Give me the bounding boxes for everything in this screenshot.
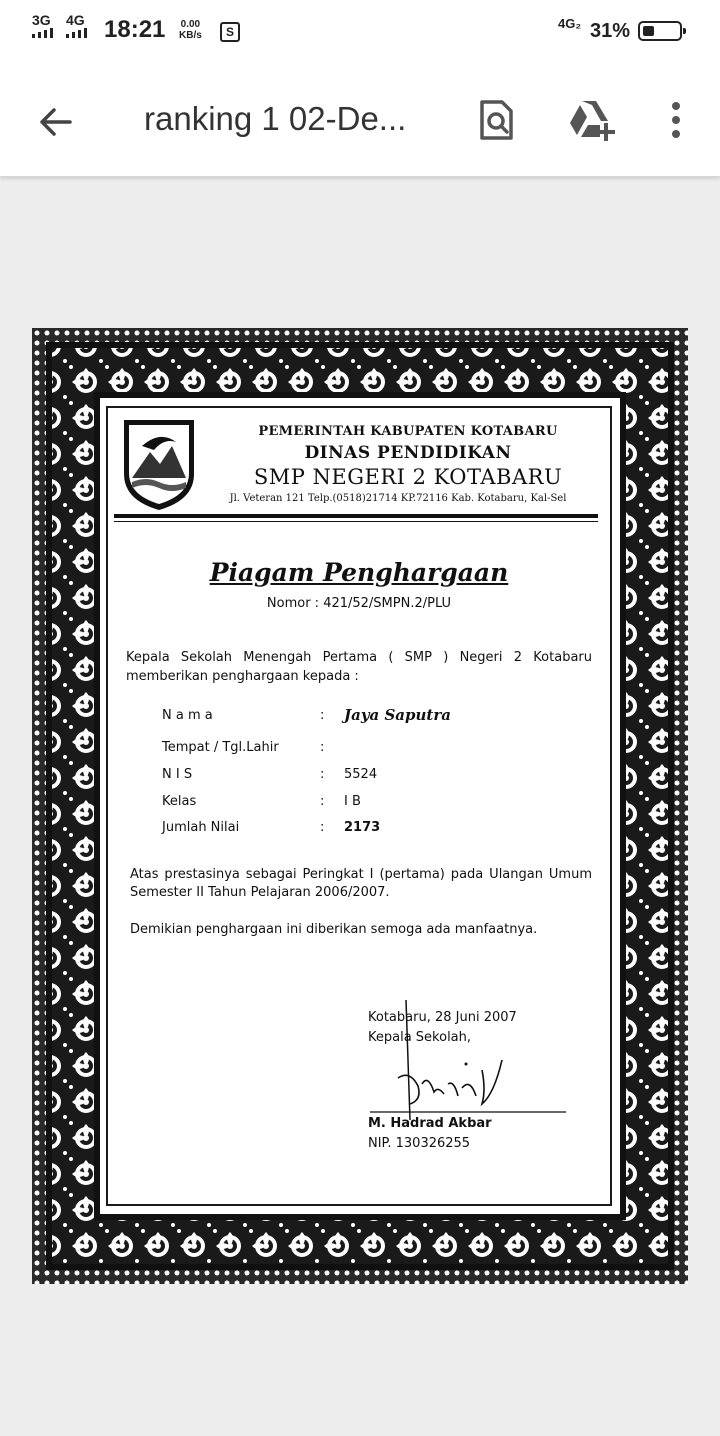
field-value: 2173 <box>344 820 381 835</box>
field-row <box>162 708 582 730</box>
letterhead-rule <box>114 514 598 518</box>
screenshot-notification-icon: S <box>220 22 240 42</box>
more-options-icon[interactable] <box>664 100 688 140</box>
field-label: N a m a <box>162 708 213 723</box>
certificate-content <box>106 406 612 1206</box>
document-page[interactable] <box>32 328 688 1284</box>
field-label: Jumlah Nilai <box>162 820 240 835</box>
field-value: I B <box>344 794 361 809</box>
header-department: DINAS PENDIDIKAN <box>304 443 512 463</box>
network-speed <box>179 19 202 41</box>
signal-3g-label: 3G <box>32 12 51 28</box>
back-arrow-icon[interactable] <box>36 102 76 142</box>
field-row <box>162 740 582 762</box>
field-row <box>162 767 582 789</box>
signer-name: M. Hadrad Akbar <box>368 1116 492 1131</box>
battery-level-fill <box>643 26 654 36</box>
header-address: Jl. Veteran 121 Telp.(0518)21714 KP.72116 Kab. Kotabaru, Kal-Sel <box>229 493 567 504</box>
achievement-paragraph: Atas prestasinya sebagai Peringkat I (pertama) pada Ulangan Umum Semester II Tahun Pelajaran 2006/2007. <box>130 867 592 900</box>
clock: 18:21 <box>104 16 166 43</box>
handwritten-signature <box>370 1000 566 1130</box>
letterhead-rule-thin <box>114 521 598 522</box>
recipient-name: Jaya Saputra <box>344 706 451 724</box>
find-in-document-icon[interactable] <box>478 99 514 141</box>
header-government: PEMERINTAH KABUPATEN KOTABARU <box>258 424 558 439</box>
certificate-number: Nomor : 421/52/SMPN.2/PLU <box>266 596 452 611</box>
field-colon: : <box>320 740 325 755</box>
field-row <box>162 820 582 842</box>
network-type: 4G₂ <box>558 16 582 31</box>
speed-unit: KB/s <box>179 30 202 41</box>
field-colon: : <box>320 820 325 835</box>
field-label: Kelas <box>162 794 197 809</box>
closing-paragraph: Demikian penghargaan ini diberikan semoga ada manfaatnya. <box>130 922 538 937</box>
add-to-drive-icon[interactable] <box>568 99 616 141</box>
signal-bars-icon <box>66 28 87 38</box>
place-date: Kotabaru, 28 Juni 2007 <box>368 1010 517 1025</box>
battery-percent: 31% <box>590 20 631 42</box>
signal-4g-label: 4G <box>66 12 85 28</box>
certificate-heading: Piagam Penghargaan <box>209 558 509 587</box>
field-label: Tempat / Tgl.Lahir <box>162 740 279 755</box>
battery-icon <box>638 21 682 41</box>
document-title: ranking 1 02-De... <box>144 100 407 137</box>
signer-nip: NIP. 130326255 <box>368 1136 471 1151</box>
header-school: SMP NEGERI 2 KOTABARU <box>253 465 563 489</box>
field-colon: : <box>320 767 325 782</box>
field-label: N I S <box>162 767 193 782</box>
letterhead <box>212 424 604 504</box>
school-crest-logo <box>120 416 198 512</box>
field-row <box>162 794 582 816</box>
status-bar <box>0 0 720 64</box>
field-colon: : <box>320 794 325 809</box>
signal-bars-icon <box>32 28 53 38</box>
app-bar <box>0 64 720 177</box>
field-value: 5524 <box>344 767 378 782</box>
intro-paragraph: Kepala Sekolah Menengah Pertama ( SMP ) Negeri 2 Kotabaru memberikan penghargaan kepada : <box>126 650 592 684</box>
field-colon: : <box>320 708 325 723</box>
speed-value: 0.00 <box>180 19 201 30</box>
signer-position: Kepala Sekolah, <box>368 1030 472 1045</box>
